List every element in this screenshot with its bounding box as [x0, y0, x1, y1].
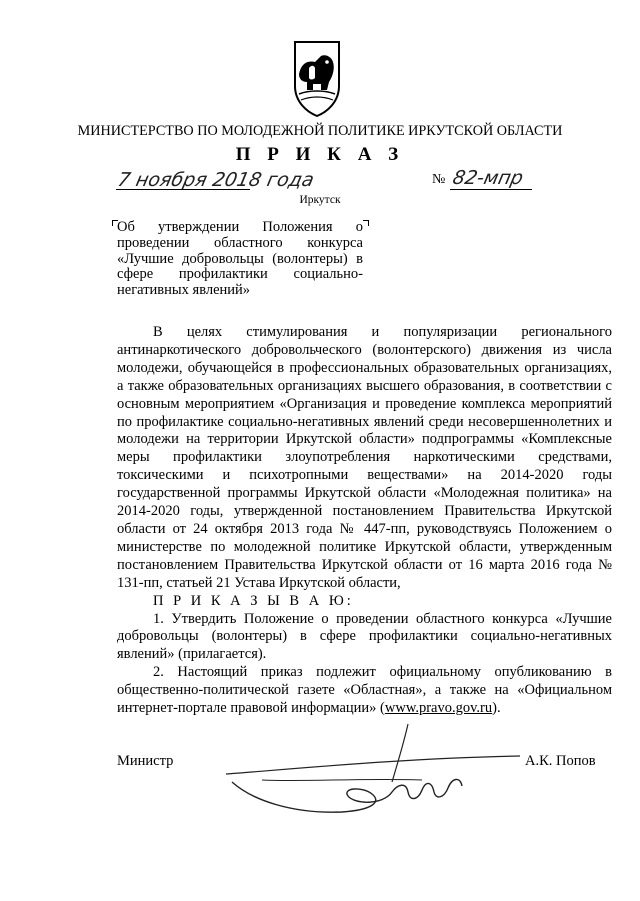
- order-subject: Об утверждении Положения о проведении областного конкурса «Лучшие добровольцы (волонтеры) в сфере профилактики социально-негативных явлений»: [117, 219, 363, 299]
- number-underline: [450, 189, 532, 190]
- order-item-1: 1. Утвердить Положение о проведении областного конкурса «Лучшие добровольцы (волонтеры) в сфере профилактики социально-негативных явлений» (прилагается).: [117, 610, 612, 663]
- handwritten-signature: [222, 722, 522, 817]
- coat-of-arms-emblem: [287, 38, 347, 118]
- order-number: 82-мпр: [450, 167, 526, 189]
- signatory-name: А.К. Попов: [525, 753, 596, 769]
- order-number-prefix: №: [432, 172, 446, 187]
- order-item-2-text: 2. Настоящий приказ подлежит официальному опубликованию в общественно-политической газете «Областная», а также на «Официальном интернет-портале правовой информации» (: [117, 664, 612, 717]
- orders-heading: П Р И К А З Ы В А Ю:: [153, 592, 354, 609]
- order-title: П Р И К А З: [235, 144, 405, 165]
- order-date: 7 ноября 2018 года: [115, 169, 316, 191]
- pravo-gov-link[interactable]: www.pravo.gov.ru: [384, 700, 493, 717]
- order-item-2: [117, 664, 612, 718]
- preamble-paragraph: В целях стимулирования и популяризации регионального антинаркотического добровольческого (волонтерского) движения из числа молодежи, обучающейся в профессиональных образовательных организациях, а также образовательных организациях высшего образования, в соответствии с основным мероприятием «Организация и проведение комплекса мероприятий по профилактике социально-негативных явлений среди несовершеннолетних и молодежи на территории Иркутской области» подпрограммы «Комплексные меры профилактики злоупотребления наркотическими средствами, токсическими и психотропными веществами» на 2014-2020 годы государственной программы Иркутской области «Молодежная политика» на 2014-2020 годы, утвержденной постановлением Правительства Иркутской области от 24 октября 2013 года № 447-пп, руководствуясь Положением о министерстве по молодежной политике Иркутской области, утвержденным постановлением Правительства Иркутской области от 16 марта 2016 года № 131-пп, статьей 21 Устава Иркутской области,: [117, 324, 612, 591]
- date-underline: [116, 189, 250, 190]
- signatory-position: Министр: [117, 753, 174, 769]
- order-item-2-end: ).: [492, 700, 501, 717]
- subject-corner-right: [363, 220, 369, 226]
- city-name: Иркутск: [299, 194, 341, 206]
- order-body: [117, 324, 612, 718]
- ministry-name: МИНИСТЕРСТВО ПО МОЛОДЕЖНОЙ ПОЛИТИКЕ ИРКУТСКОЙ ОБЛАСТИ: [77, 123, 563, 139]
